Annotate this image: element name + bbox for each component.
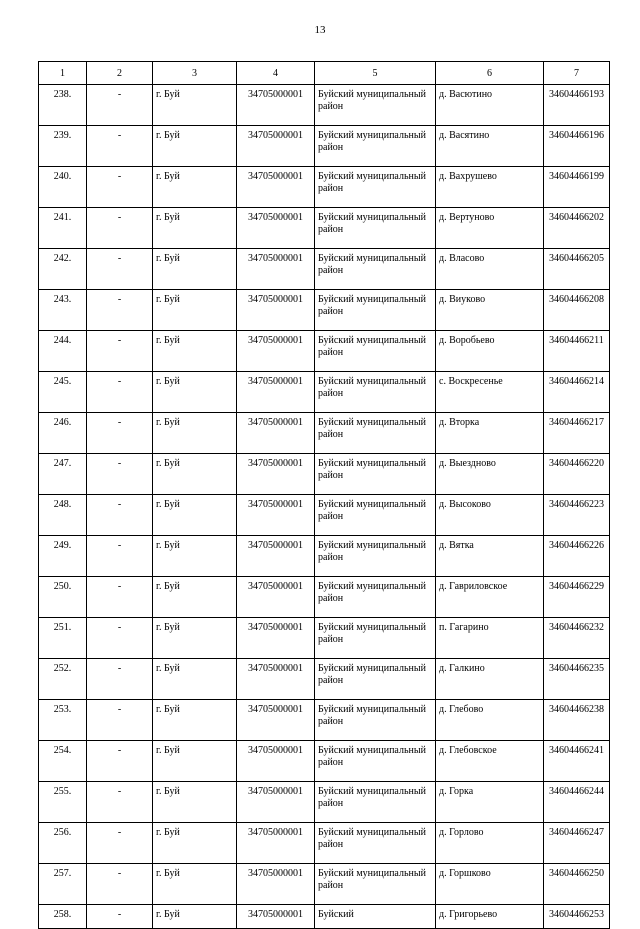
- row-code: 34604466220: [544, 454, 610, 495]
- row-city: г. Буй: [153, 249, 237, 290]
- row-district: Буйский муниципальный район: [315, 864, 436, 905]
- column-header: 2: [87, 62, 153, 85]
- row-settlement: д. Глебовское: [436, 741, 544, 782]
- row-settlement: д. Галкино: [436, 659, 544, 700]
- row-number: 245.: [39, 372, 87, 413]
- row-city: г. Буй: [153, 864, 237, 905]
- row-number: 247.: [39, 454, 87, 495]
- row-district: Буйский муниципальный район: [315, 208, 436, 249]
- table-row: [39, 331, 610, 372]
- row-col2: -: [87, 413, 153, 454]
- row-district: Буйский муниципальный район: [315, 85, 436, 126]
- row-col2: -: [87, 372, 153, 413]
- row-code: 34604466199: [544, 167, 610, 208]
- row-oktmo: 34705000001: [237, 536, 315, 577]
- row-settlement: д. Вахрушево: [436, 167, 544, 208]
- row-code: 34604466214: [544, 372, 610, 413]
- row-col2: -: [87, 85, 153, 126]
- row-oktmo: 34705000001: [237, 618, 315, 659]
- table-row: [39, 126, 610, 167]
- row-code: 34604466208: [544, 290, 610, 331]
- row-code: 34604466205: [544, 249, 610, 290]
- row-code: 34604466253: [544, 905, 610, 929]
- row-code: 34604466238: [544, 700, 610, 741]
- registry-table: [38, 61, 610, 929]
- row-oktmo: 34705000001: [237, 864, 315, 905]
- row-city: г. Буй: [153, 372, 237, 413]
- row-district: Буйский муниципальный район: [315, 495, 436, 536]
- row-city: г. Буй: [153, 167, 237, 208]
- row-code: 34604466223: [544, 495, 610, 536]
- row-col2: -: [87, 536, 153, 577]
- row-oktmo: 34705000001: [237, 577, 315, 618]
- row-oktmo: 34705000001: [237, 372, 315, 413]
- row-code: 34604466217: [544, 413, 610, 454]
- row-city: г. Буй: [153, 331, 237, 372]
- table-row: [39, 618, 610, 659]
- row-district: Буйский муниципальный район: [315, 413, 436, 454]
- table-row: [39, 577, 610, 618]
- row-settlement: д. Горлово: [436, 823, 544, 864]
- row-col2: -: [87, 249, 153, 290]
- row-number: 257.: [39, 864, 87, 905]
- row-code: 34604466235: [544, 659, 610, 700]
- row-city: г. Буй: [153, 700, 237, 741]
- row-code: 34604466244: [544, 782, 610, 823]
- table-row: [39, 290, 610, 331]
- row-col2: -: [87, 331, 153, 372]
- row-district: Буйский муниципальный район: [315, 167, 436, 208]
- row-settlement: с. Воскресенье: [436, 372, 544, 413]
- row-code: 34604466250: [544, 864, 610, 905]
- row-settlement: д. Васятино: [436, 126, 544, 167]
- row-settlement: д. Глебово: [436, 700, 544, 741]
- row-col2: -: [87, 577, 153, 618]
- table-row: [39, 208, 610, 249]
- row-code: 34604466211: [544, 331, 610, 372]
- row-district: Буйский: [315, 905, 436, 929]
- row-city: г. Буй: [153, 126, 237, 167]
- row-col2: -: [87, 741, 153, 782]
- row-number: 256.: [39, 823, 87, 864]
- row-district: Буйский муниципальный район: [315, 331, 436, 372]
- row-col2: -: [87, 823, 153, 864]
- row-col2: -: [87, 782, 153, 823]
- row-code: 34604466196: [544, 126, 610, 167]
- row-district: Буйский муниципальный район: [315, 823, 436, 864]
- row-settlement: д. Горка: [436, 782, 544, 823]
- row-col2: -: [87, 290, 153, 331]
- row-oktmo: 34705000001: [237, 249, 315, 290]
- row-oktmo: 34705000001: [237, 290, 315, 331]
- table-row: [39, 782, 610, 823]
- row-settlement: д. Высоково: [436, 495, 544, 536]
- row-number: 249.: [39, 536, 87, 577]
- row-district: Буйский муниципальный район: [315, 536, 436, 577]
- table-row: [39, 454, 610, 495]
- row-oktmo: 34705000001: [237, 85, 315, 126]
- row-code: 34604466202: [544, 208, 610, 249]
- row-settlement: д. Виуково: [436, 290, 544, 331]
- row-city: г. Буй: [153, 536, 237, 577]
- row-city: г. Буй: [153, 905, 237, 929]
- row-number: 239.: [39, 126, 87, 167]
- row-city: г. Буй: [153, 208, 237, 249]
- column-header: 1: [39, 62, 87, 85]
- row-district: Буйский муниципальный район: [315, 741, 436, 782]
- row-code: 34604466229: [544, 577, 610, 618]
- row-code: 34604466193: [544, 85, 610, 126]
- table-row: [39, 249, 610, 290]
- row-number: 248.: [39, 495, 87, 536]
- row-district: Буйский муниципальный район: [315, 249, 436, 290]
- row-city: г. Буй: [153, 413, 237, 454]
- row-number: 238.: [39, 85, 87, 126]
- column-header: 7: [544, 62, 610, 85]
- row-settlement: д. Гавриловское: [436, 577, 544, 618]
- row-oktmo: 34705000001: [237, 700, 315, 741]
- row-district: Буйский муниципальный район: [315, 700, 436, 741]
- table-row: [39, 372, 610, 413]
- row-oktmo: 34705000001: [237, 126, 315, 167]
- row-col2: -: [87, 208, 153, 249]
- row-number: 253.: [39, 700, 87, 741]
- row-city: г. Буй: [153, 454, 237, 495]
- row-city: г. Буй: [153, 577, 237, 618]
- column-header: 5: [315, 62, 436, 85]
- row-col2: -: [87, 495, 153, 536]
- row-district: Буйский муниципальный район: [315, 659, 436, 700]
- table-row: [39, 536, 610, 577]
- row-city: г. Буй: [153, 823, 237, 864]
- table-row: [39, 823, 610, 864]
- row-number: 246.: [39, 413, 87, 454]
- row-settlement: д. Горшково: [436, 864, 544, 905]
- row-oktmo: 34705000001: [237, 905, 315, 929]
- row-number: 255.: [39, 782, 87, 823]
- row-oktmo: 34705000001: [237, 413, 315, 454]
- column-header: 4: [237, 62, 315, 85]
- row-settlement: д. Вятка: [436, 536, 544, 577]
- row-city: г. Буй: [153, 495, 237, 536]
- row-district: Буйский муниципальный район: [315, 372, 436, 413]
- row-number: 254.: [39, 741, 87, 782]
- row-col2: -: [87, 454, 153, 495]
- row-city: г. Буй: [153, 618, 237, 659]
- row-settlement: д. Григорьево: [436, 905, 544, 929]
- table-row: [39, 85, 610, 126]
- row-oktmo: 34705000001: [237, 782, 315, 823]
- row-settlement: д. Воробьево: [436, 331, 544, 372]
- row-col2: -: [87, 700, 153, 741]
- column-header: 3: [153, 62, 237, 85]
- header-row: [39, 62, 610, 85]
- row-oktmo: 34705000001: [237, 331, 315, 372]
- row-district: Буйский муниципальный район: [315, 126, 436, 167]
- row-oktmo: 34705000001: [237, 167, 315, 208]
- row-district: Буйский муниципальный район: [315, 454, 436, 495]
- table-row: [39, 741, 610, 782]
- row-settlement: д. Васютино: [436, 85, 544, 126]
- row-number: 258.: [39, 905, 87, 929]
- row-number: 244.: [39, 331, 87, 372]
- row-district: Буйский муниципальный район: [315, 290, 436, 331]
- row-district: Буйский муниципальный район: [315, 782, 436, 823]
- row-city: г. Буй: [153, 741, 237, 782]
- row-col2: -: [87, 905, 153, 929]
- page-number: 13: [314, 24, 326, 36]
- row-city: г. Буй: [153, 290, 237, 331]
- row-number: 251.: [39, 618, 87, 659]
- column-header: 6: [436, 62, 544, 85]
- row-col2: -: [87, 659, 153, 700]
- table-row: [39, 167, 610, 208]
- row-col2: -: [87, 167, 153, 208]
- row-number: 252.: [39, 659, 87, 700]
- table-row: [39, 413, 610, 454]
- row-settlement: п. Гагарино: [436, 618, 544, 659]
- row-col2: -: [87, 618, 153, 659]
- row-number: 242.: [39, 249, 87, 290]
- row-number: 243.: [39, 290, 87, 331]
- row-number: 241.: [39, 208, 87, 249]
- row-number: 250.: [39, 577, 87, 618]
- table-row: [39, 864, 610, 905]
- row-oktmo: 34705000001: [237, 823, 315, 864]
- row-code: 34604466232: [544, 618, 610, 659]
- row-code: 34604466241: [544, 741, 610, 782]
- row-oktmo: 34705000001: [237, 208, 315, 249]
- row-code: 34604466247: [544, 823, 610, 864]
- row-oktmo: 34705000001: [237, 659, 315, 700]
- row-district: Буйский муниципальный район: [315, 618, 436, 659]
- row-number: 240.: [39, 167, 87, 208]
- table-row: [39, 495, 610, 536]
- table-row: [39, 700, 610, 741]
- row-city: г. Буй: [153, 782, 237, 823]
- row-district: Буйский муниципальный район: [315, 577, 436, 618]
- row-oktmo: 34705000001: [237, 454, 315, 495]
- row-col2: -: [87, 126, 153, 167]
- row-col2: -: [87, 864, 153, 905]
- row-oktmo: 34705000001: [237, 495, 315, 536]
- row-oktmo: 34705000001: [237, 741, 315, 782]
- row-city: г. Буй: [153, 85, 237, 126]
- row-settlement: д. Выездново: [436, 454, 544, 495]
- row-settlement: д. Вертуново: [436, 208, 544, 249]
- row-code: 34604466226: [544, 536, 610, 577]
- table-row: [39, 905, 610, 929]
- table-row: [39, 659, 610, 700]
- row-settlement: д. Вторка: [436, 413, 544, 454]
- row-settlement: д. Власово: [436, 249, 544, 290]
- row-city: г. Буй: [153, 659, 237, 700]
